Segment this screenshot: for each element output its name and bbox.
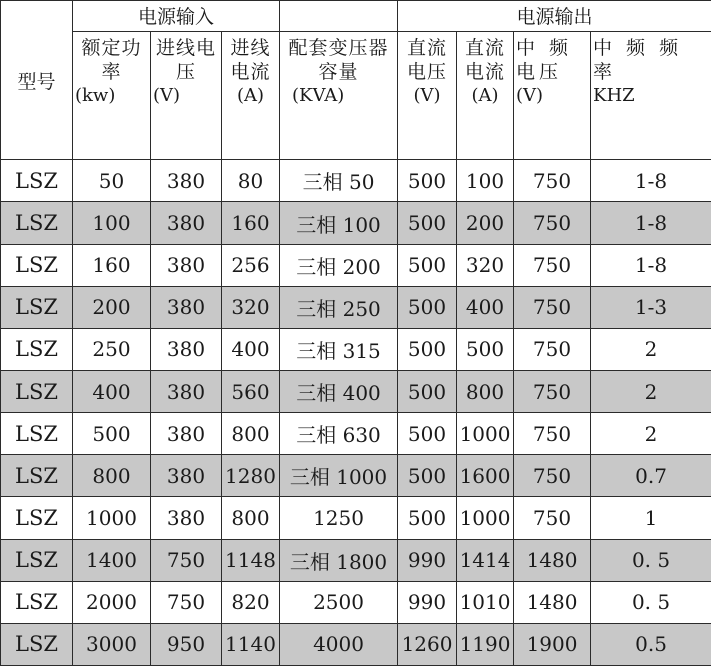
model-cell: LSZ bbox=[1, 244, 73, 286]
dc-voltage-cell: 500 bbox=[398, 413, 457, 455]
input-voltage-cell: 380 bbox=[151, 497, 222, 539]
rated-power-cell: 1000 bbox=[73, 497, 151, 539]
header-empty-cell bbox=[280, 1, 398, 32]
input-group-header: 电源输入 bbox=[73, 1, 280, 32]
transformer-capacity-cell: 三相 200 bbox=[280, 244, 398, 286]
mf-frequency-cell: 1-8 bbox=[591, 202, 711, 244]
dc-current-cell: 320 bbox=[457, 244, 514, 286]
input-current-cell: 80 bbox=[222, 160, 280, 202]
mf-voltage-cell: 750 bbox=[514, 497, 591, 539]
table-row bbox=[1, 371, 711, 413]
rated-power-cell: 800 bbox=[73, 455, 151, 497]
column-name: 进线电流 bbox=[230, 36, 271, 83]
dc-current-cell: 100 bbox=[457, 160, 514, 202]
header-subrow bbox=[1, 31, 711, 159]
mf-voltage-cell: 750 bbox=[514, 202, 591, 244]
mf-voltage-cell: 750 bbox=[514, 286, 591, 328]
mf-voltage-cell: 750 bbox=[514, 160, 591, 202]
transformer-capacity-cell: 三相 100 bbox=[280, 202, 398, 244]
model-cell: LSZ bbox=[1, 539, 73, 581]
dc-current-cell: 200 bbox=[457, 202, 514, 244]
table-row bbox=[1, 160, 711, 202]
table-row bbox=[1, 202, 711, 244]
mf-frequency-cell: 1-3 bbox=[591, 286, 711, 328]
dc-voltage-cell: 500 bbox=[398, 455, 457, 497]
mf-voltage-cell: 750 bbox=[514, 371, 591, 413]
column-unit: (kw) bbox=[75, 84, 116, 106]
table-row bbox=[1, 581, 711, 623]
dc-current-cell: 1010 bbox=[457, 581, 514, 623]
transformer-capacity-cell: 三相 315 bbox=[280, 328, 398, 370]
column-name: 中 频 频 率 bbox=[593, 36, 683, 83]
input-current-cell: 1140 bbox=[222, 623, 280, 665]
transformer-capacity-cell: 2500 bbox=[280, 581, 398, 623]
transformer-capacity-cell: 三相 1800 bbox=[280, 539, 398, 581]
column-unit: (A) bbox=[236, 84, 265, 106]
mf-frequency-cell: 1-8 bbox=[591, 244, 711, 286]
column-unit: KHZ bbox=[593, 84, 635, 106]
input-current-cell: 1148 bbox=[222, 539, 280, 581]
input-voltage-cell: 380 bbox=[151, 160, 222, 202]
dc-current-cell: 1190 bbox=[457, 623, 514, 665]
input-current-cell: 800 bbox=[222, 497, 280, 539]
dc-current-cell: 400 bbox=[457, 286, 514, 328]
model-cell: LSZ bbox=[1, 202, 73, 244]
column-unit: (A) bbox=[471, 84, 499, 106]
input-voltage-cell: 380 bbox=[151, 455, 222, 497]
mf-frequency-cell: 1-8 bbox=[591, 160, 711, 202]
rated-power-header bbox=[73, 31, 151, 159]
mf-frequency-cell: 0.7 bbox=[591, 455, 711, 497]
dc-voltage-cell: 500 bbox=[398, 497, 457, 539]
model-cell: LSZ bbox=[1, 160, 73, 202]
header-group-row bbox=[1, 1, 711, 32]
column-unit: (V) bbox=[413, 84, 441, 106]
dc-voltage-cell: 990 bbox=[398, 539, 457, 581]
input-current-cell: 256 bbox=[222, 244, 280, 286]
column-unit: (V) bbox=[516, 84, 544, 106]
transformer-capacity-cell: 三相 50 bbox=[280, 160, 398, 202]
mf-voltage-header bbox=[514, 31, 591, 159]
input-current-cell: 560 bbox=[222, 371, 280, 413]
rated-power-cell: 400 bbox=[73, 371, 151, 413]
rated-power-cell: 1400 bbox=[73, 539, 151, 581]
input-voltage-cell: 380 bbox=[151, 413, 222, 455]
mf-frequency-header bbox=[591, 31, 711, 159]
model-cell: LSZ bbox=[1, 371, 73, 413]
input-current-cell: 1280 bbox=[222, 455, 280, 497]
mf-voltage-cell: 1900 bbox=[514, 623, 591, 665]
model-cell: LSZ bbox=[1, 413, 73, 455]
model-cell: LSZ bbox=[1, 328, 73, 370]
dc-current-cell: 1414 bbox=[457, 539, 514, 581]
dc-current-cell: 1000 bbox=[457, 413, 514, 455]
dc-voltage-cell: 990 bbox=[398, 581, 457, 623]
rated-power-cell: 160 bbox=[73, 244, 151, 286]
input-voltage-cell: 380 bbox=[151, 328, 222, 370]
model-cell: LSZ bbox=[1, 286, 73, 328]
transformer-capacity-cell: 1250 bbox=[280, 497, 398, 539]
rated-power-cell: 100 bbox=[73, 202, 151, 244]
input-voltage-cell: 380 bbox=[151, 286, 222, 328]
mf-voltage-cell: 750 bbox=[514, 455, 591, 497]
column-unit: (KVA) bbox=[292, 84, 345, 106]
column-name: 配套变压器容量 bbox=[288, 36, 389, 83]
dc-voltage-cell: 500 bbox=[398, 202, 457, 244]
dc-voltage-cell: 500 bbox=[398, 244, 457, 286]
input-voltage-cell: 380 bbox=[151, 371, 222, 413]
table-row bbox=[1, 328, 711, 370]
input-current-cell: 320 bbox=[222, 286, 280, 328]
table-row bbox=[1, 539, 711, 581]
column-name: 额定功率 bbox=[81, 36, 142, 83]
rated-power-cell: 50 bbox=[73, 160, 151, 202]
dc-voltage-cell: 500 bbox=[398, 328, 457, 370]
dc-current-cell: 1600 bbox=[457, 455, 514, 497]
transformer-capacity-cell: 三相 250 bbox=[280, 286, 398, 328]
transformer-capacity-cell: 三相 400 bbox=[280, 371, 398, 413]
table-row bbox=[1, 244, 711, 286]
model-cell: LSZ bbox=[1, 623, 73, 665]
transformer-capacity-header bbox=[280, 31, 398, 159]
mf-frequency-cell: 0. 5 bbox=[591, 539, 711, 581]
input-voltage-header bbox=[151, 31, 222, 159]
input-current-header bbox=[222, 31, 280, 159]
output-group-header: 电源输出 bbox=[398, 1, 711, 32]
model-cell: LSZ bbox=[1, 581, 73, 623]
dc-voltage-header bbox=[398, 31, 457, 159]
mf-frequency-cell: 0.5 bbox=[591, 623, 711, 665]
table-row bbox=[1, 286, 711, 328]
rated-power-cell: 2000 bbox=[73, 581, 151, 623]
table-row bbox=[1, 413, 711, 455]
mf-voltage-cell: 750 bbox=[514, 244, 591, 286]
dc-current-cell: 500 bbox=[457, 328, 514, 370]
input-current-cell: 820 bbox=[222, 581, 280, 623]
mf-frequency-cell: 2 bbox=[591, 371, 711, 413]
table-row bbox=[1, 497, 711, 539]
rated-power-cell: 3000 bbox=[73, 623, 151, 665]
transformer-capacity-cell: 三相 1000 bbox=[280, 455, 398, 497]
dc-current-header bbox=[457, 31, 514, 159]
input-voltage-cell: 380 bbox=[151, 202, 222, 244]
input-current-cell: 400 bbox=[222, 328, 280, 370]
mf-voltage-cell: 1480 bbox=[514, 539, 591, 581]
column-name: 直流电流 bbox=[465, 36, 506, 83]
input-voltage-cell: 380 bbox=[151, 244, 222, 286]
mf-voltage-cell: 1480 bbox=[514, 581, 591, 623]
mf-frequency-cell: 1 bbox=[591, 497, 711, 539]
transformer-capacity-cell: 4000 bbox=[280, 623, 398, 665]
column-name: 中 频 电压 bbox=[516, 36, 573, 83]
dc-voltage-cell: 500 bbox=[398, 371, 457, 413]
rated-power-cell: 200 bbox=[73, 286, 151, 328]
model-header: 型号 bbox=[1, 1, 73, 160]
dc-current-cell: 1000 bbox=[457, 497, 514, 539]
mf-frequency-cell: 2 bbox=[591, 328, 711, 370]
dc-current-cell: 800 bbox=[457, 371, 514, 413]
input-voltage-cell: 750 bbox=[151, 581, 222, 623]
model-cell: LSZ bbox=[1, 497, 73, 539]
column-unit: (V) bbox=[153, 84, 181, 106]
table-row bbox=[1, 623, 711, 665]
dc-voltage-cell: 500 bbox=[398, 160, 457, 202]
dc-voltage-cell: 500 bbox=[398, 286, 457, 328]
rated-power-cell: 500 bbox=[73, 413, 151, 455]
input-voltage-cell: 750 bbox=[151, 539, 222, 581]
input-current-cell: 160 bbox=[222, 202, 280, 244]
mf-frequency-cell: 0. 5 bbox=[591, 581, 711, 623]
mf-voltage-cell: 750 bbox=[514, 328, 591, 370]
column-name: 进线电压 bbox=[155, 36, 216, 83]
transformer-capacity-cell: 三相 630 bbox=[280, 413, 398, 455]
mf-voltage-cell: 750 bbox=[514, 413, 591, 455]
rated-power-cell: 250 bbox=[73, 328, 151, 370]
mf-frequency-cell: 2 bbox=[591, 413, 711, 455]
input-voltage-cell: 950 bbox=[151, 623, 222, 665]
table-row bbox=[1, 455, 711, 497]
input-current-cell: 800 bbox=[222, 413, 280, 455]
column-name: 直流电压 bbox=[407, 36, 448, 83]
dc-voltage-cell: 1260 bbox=[398, 623, 457, 665]
model-cell: LSZ bbox=[1, 455, 73, 497]
